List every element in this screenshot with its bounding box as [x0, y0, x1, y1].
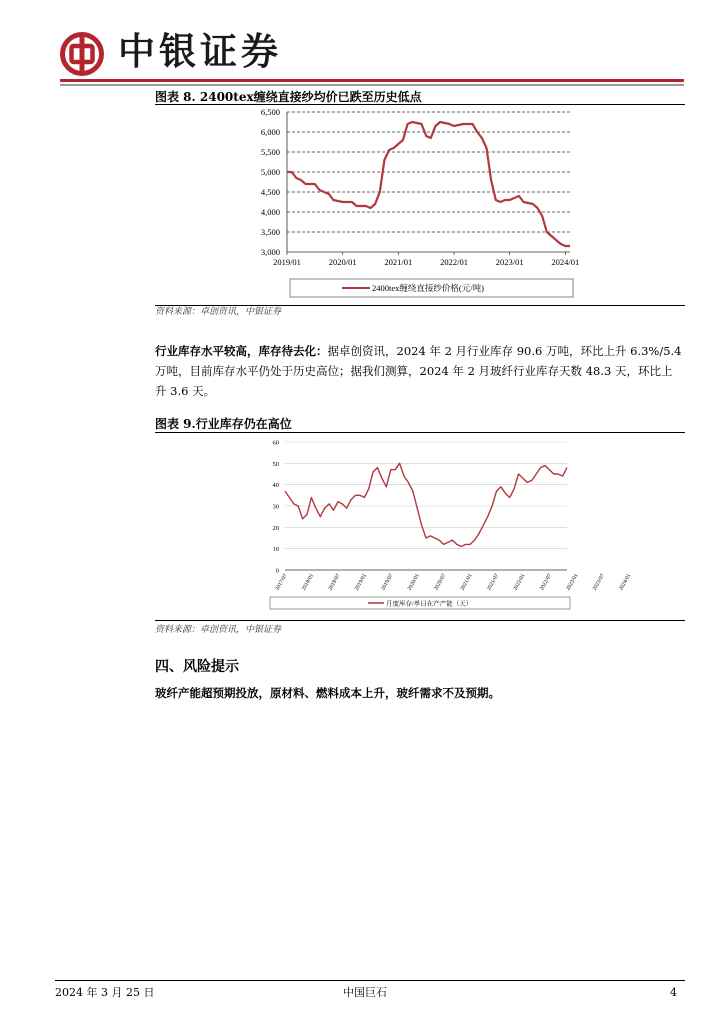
y-tick-label: 40: [272, 482, 279, 490]
brand-name: 中银证券: [118, 30, 282, 73]
x-tick-label: 2023/07: [591, 573, 606, 592]
page-header: [0, 0, 724, 90]
legend-label: 月度库存/单日在产产能（天）: [386, 600, 473, 608]
x-tick-label: 2021/01: [459, 573, 474, 592]
footer-date: 2024 年 3 月 25 日: [55, 986, 155, 999]
chart-legend: [270, 597, 570, 609]
figure8-price-line-chart: [230, 106, 580, 302]
y-tick-label: 0: [275, 567, 279, 575]
x-tick-label: 2022/01: [512, 573, 527, 592]
x-tick-label: 2022/01: [440, 257, 468, 267]
y-tick-label: 5,500: [260, 147, 280, 157]
x-tick-label: 2021/01: [384, 257, 413, 267]
risk-text: 玻纤产能超预期投放，原材料、燃料成本上升，玻纤需求不及预期。: [155, 686, 500, 700]
figure9-bottom-rule: [155, 620, 685, 621]
series-line-inventory-days: [285, 463, 567, 546]
x-tick-label: 2023/01: [495, 257, 524, 267]
y-tick-label: 3,500: [260, 227, 280, 237]
series-line-2400tex-price: [287, 122, 570, 246]
paragraph-line-2: 万吨，目前库存水平仍处于历史高位；据我们测算，2024 年 2 月玻纤行业库存天数 48.3 天，环比上: [155, 364, 673, 378]
y-tick-label: 3,000: [260, 247, 280, 257]
y-tick-label: 10: [272, 546, 279, 554]
figure9-top-rule: [155, 432, 685, 433]
bank-of-china-logo-icon: [60, 32, 104, 76]
paragraph-lead: 行业库存水平较高，库存待去化：: [155, 344, 328, 358]
x-tick-label: 2020/01: [406, 573, 421, 592]
legend-label: 2400tex缠绕直接纱价格(元/吨): [372, 283, 484, 293]
header-gray-rule: [60, 84, 684, 86]
x-tick-label: 2017/07: [274, 573, 289, 592]
paragraph-line-1: [155, 341, 685, 361]
y-tick-label: 30: [272, 503, 279, 511]
figure8-top-rule: [155, 104, 685, 105]
y-tick-label: 50: [272, 460, 279, 468]
x-tick-label: 2018/01: [300, 573, 316, 592]
footer-company: 中国巨石: [343, 986, 387, 999]
footer-page-number: 4: [670, 986, 677, 999]
x-tick-label: 2020/07: [433, 573, 448, 592]
y-tick-label: 20: [272, 524, 279, 532]
y-tick-label: 6,000: [260, 127, 280, 137]
x-tick-label: 2022/07: [538, 573, 554, 592]
inventory-paragraph: [155, 341, 685, 401]
x-tick-label: 2020/01: [328, 257, 357, 267]
x-tick-label: 2024/01: [551, 257, 580, 267]
footer-rule: [55, 980, 685, 981]
x-tick-label: 2019/01: [353, 573, 369, 592]
figure9-inventory-line-chart: [260, 434, 633, 612]
y-tick-label: 5,000: [260, 167, 280, 177]
chart-legend: [290, 279, 573, 297]
figure9-source: 资料来源：卓创资讯，中银证券: [155, 625, 282, 635]
paragraph-line-3: 升 3.6 天。: [155, 384, 216, 398]
x-tick-label: 2018/07: [327, 573, 342, 592]
x-tick-label: 2021/07: [486, 573, 501, 592]
header-red-rule: [60, 79, 684, 82]
x-tick-label: 2019/01: [273, 257, 301, 267]
figure8-title: 图表 8. 2400tex缠绕直接纱均价已跌至历史低点: [155, 90, 422, 104]
y-tick-label: 4,500: [260, 187, 280, 197]
figure9-title: 图表 9.行业库存仍在高位: [155, 417, 292, 431]
section-heading: 四、风险提示: [155, 659, 239, 675]
figure8-source: 资料来源：卓创资讯，中银证券: [155, 307, 282, 317]
y-tick-label: 6,500: [260, 107, 280, 117]
x-tick-label: 2024/01: [618, 573, 633, 592]
x-tick-label: 2019/07: [380, 573, 395, 592]
x-tick-label: 2023/01: [565, 573, 580, 592]
paragraph-line-1-text: 据卓创资讯，2024 年 2 月行业库存 90.6 万吨，环比上升 6.3%/5.4: [327, 344, 682, 358]
y-tick-label: 4,000: [260, 207, 280, 217]
y-tick-label: 60: [272, 439, 279, 447]
